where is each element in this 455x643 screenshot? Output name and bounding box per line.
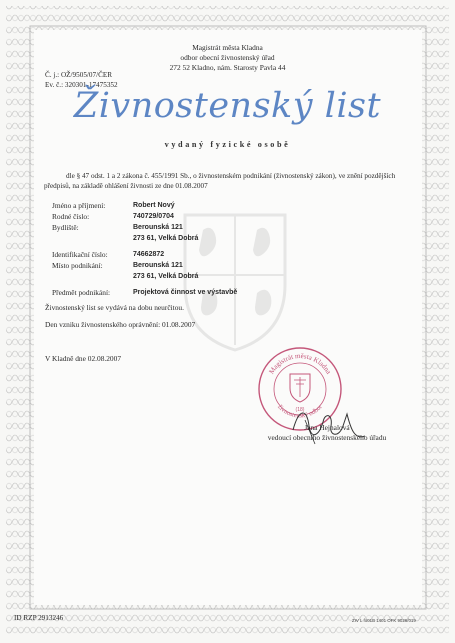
field-label-id-number: Identifikační číslo: — [52, 250, 108, 259]
register-id: ID RZP 2913246 — [14, 614, 64, 622]
stamp-top-text: Magistrát města Kladna — [267, 351, 333, 376]
field-value-residence-city: 273 61, Velká Dobrá — [133, 235, 199, 242]
field-value-id-number: 74662872 — [133, 251, 165, 258]
signatory-name: Jana Hejnalová — [304, 423, 350, 432]
field-label-residence: Bydliště: — [52, 223, 79, 232]
field-value-birth-number: 740729/0704 — [133, 213, 174, 220]
validity-statement: Živnostenský list se vydává na dobu neurčitou. — [45, 303, 184, 312]
reference-number: Č. j.: OŽ/9505/07/ČER — [45, 71, 113, 79]
field-value-business-city: 273 61, Velká Dobrá — [133, 273, 199, 280]
legal-basis — [44, 171, 416, 191]
registration-number: Ev. č.: 320301-17475352 — [45, 81, 118, 89]
field-value-name: Robert Nový — [133, 202, 175, 209]
form-code: ZIV L fo01B 1401 OFK 9026/019 — [352, 618, 416, 623]
place-and-date: V Kladně dne 02.08.2007 — [45, 354, 122, 363]
stamp-number: (18) — [295, 407, 305, 413]
field-value-residence-street: Berounská 121 — [133, 224, 183, 231]
issuer-address: 272 52 Kladno, nám. Starosty Pavla 44 — [169, 63, 286, 72]
field-value-business-street: Berounská 121 — [133, 262, 183, 269]
document-subtitle: vydaný fyzické osobě — [164, 140, 291, 149]
field-label-birth-number: Rodné číslo: — [52, 212, 90, 221]
issuer-name: Magistrát města Kladna — [192, 43, 263, 52]
signatory-role: vedoucí obecního živnostenského úřadu — [267, 433, 387, 442]
stamp-bottom-text: živnostenský odbor — [276, 403, 324, 420]
field-label-name: Jméno a příjmení: — [52, 201, 106, 210]
origin-date-statement: Den vzniku živnostenského oprávnění: 01.08.2007 — [45, 320, 196, 329]
legal-basis-text: dle § 47 odst. 1 a 2 zákona č. 455/1991 Sb., o živnostenském podnikání (živnostenský zákon), ve znění pozdějších předpisů, na základě ohlášení živnosti ze dne 01.08.2007 — [44, 172, 396, 190]
signatory-block — [252, 423, 402, 443]
field-label-business-subject: Předmět podnikání: — [52, 288, 111, 297]
document-title: Živnostenský list — [73, 86, 382, 126]
issuer-department: odbor obecní živnostenský úřad — [180, 53, 275, 62]
field-value-business-subject: Projektová činnost ve výstavbě — [133, 289, 238, 296]
field-label-business-place: Místo podnikání: — [52, 261, 103, 270]
